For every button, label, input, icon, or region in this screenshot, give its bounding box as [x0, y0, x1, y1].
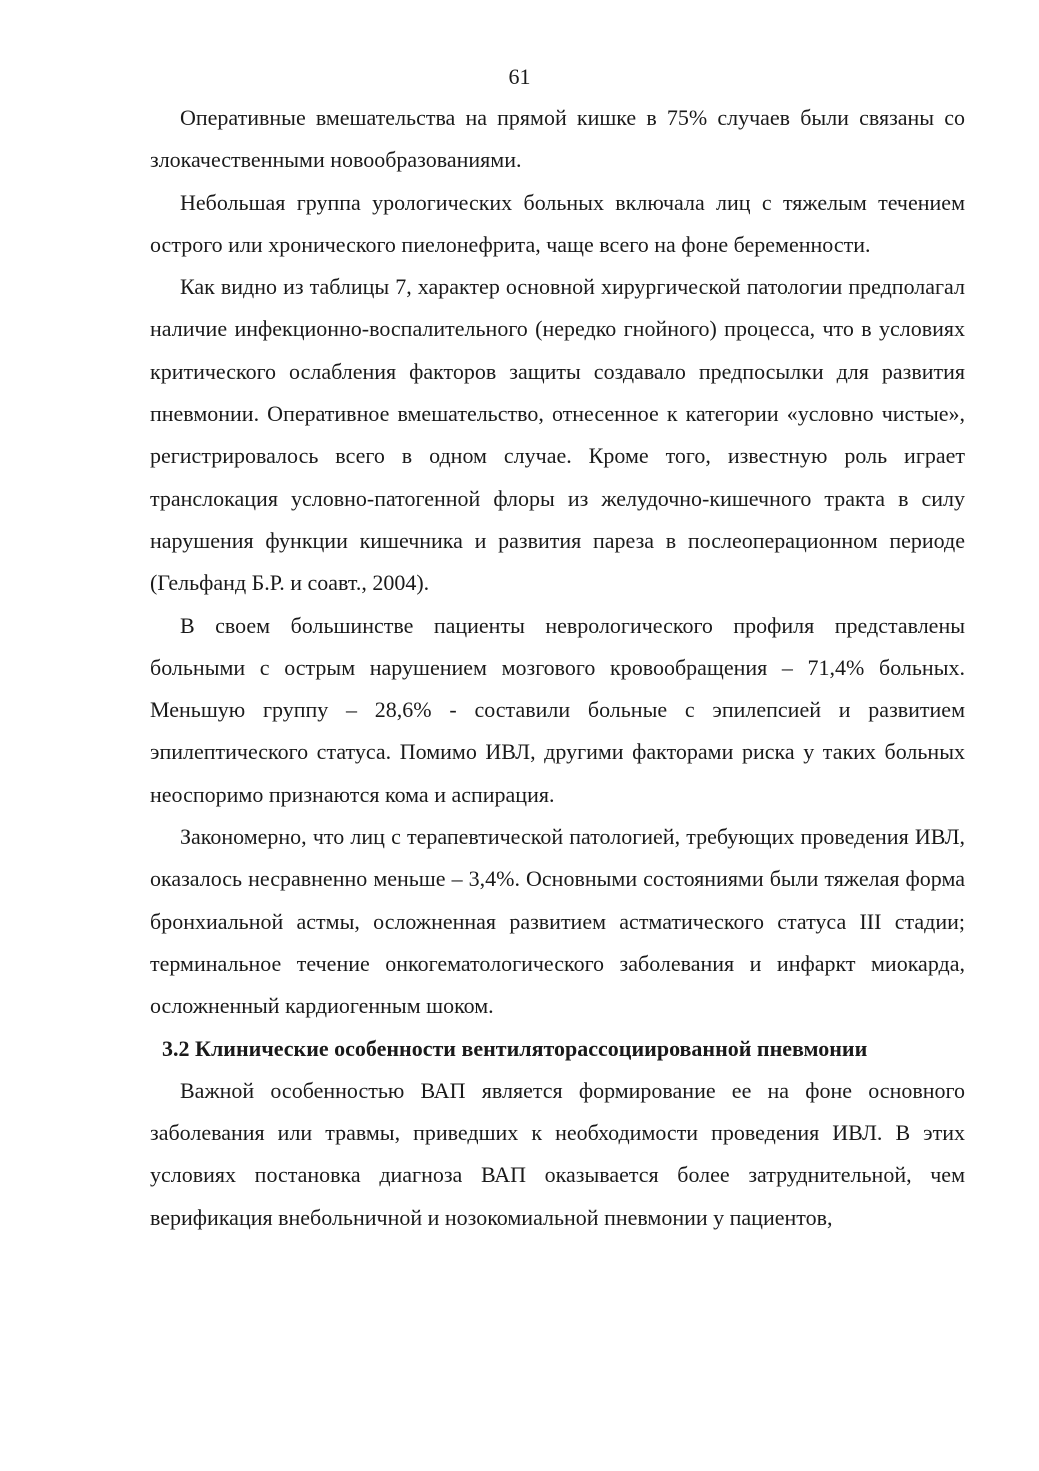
- text-body: [150, 97, 965, 1239]
- section-heading: 3.2 Клинические особенности вентиляторассоциированной пневмонии: [162, 1035, 868, 1061]
- paragraph-rectal-surgery: Оперативные вмешательства на прямой кишке в 75% случаев были связаны со злокачественными новообразованиями.: [150, 105, 965, 173]
- paragraph-surgical-pathology: Как видно из таблицы 7, характер основной хирургической патологии предполагал наличие инфекционно-воспалительного (нередко гнойного) процесса, что в условиях критического ослабления факторов защиты создавало предпосылки для развития пневмонии. Оперативное вмешательство, отнесенное к категории «условно чистые», регистрировалось всего в одном случае. Кроме того, известную роль играет транслокация условно-патогенной флоры из желудочно-кишечного тракта в силу нарушения функции кишечника и развития пареза в послеоперационном периоде (Гельфанд Б.Р. и соавт., 2004).: [150, 274, 965, 596]
- page-number: 61: [508, 64, 531, 89]
- paragraph-neurology: В своем большинстве пациенты неврологического профиля представлены больными с острым нарушением мозгового кровообращения – 71,4% больных. Меньшую группу – 28,6% - составили больные с эпилепсией и развитием эпилептического статуса. Помимо ИВЛ, другими факторами риска у таких больных неоспоримо признаются кома и аспирация.: [150, 612, 965, 807]
- paragraph-therapeutic: Закономерно, что лиц с терапевтической патологией, требующих проведения ИВЛ, оказалось несравненно меньше – 3,4%. Основными состояниями были тяжелая форма бронхиальной астмы, осложненная развитием астматического статуса III стадии; терминальное течение онкогематологического заболевания и инфаркт миокарда, осложненный кардиогенным шоком.: [150, 824, 965, 1019]
- paragraph-vap-features: Важной особенностью ВАП является формирование ее на фоне основного заболевания или травмы, приведших к необходимости проведения ИВЛ. В этих условиях постановка диагноза ВАП оказывается более затруднительной, чем верификация внебольничной и нозокомиальной пневмонии у пациентов,: [150, 1077, 965, 1230]
- paragraph-urology: Небольшая группа урологических больных включала лиц с тяжелым течением острого или хронического пиелонефрита, чаще всего на фоне беременности.: [150, 189, 965, 257]
